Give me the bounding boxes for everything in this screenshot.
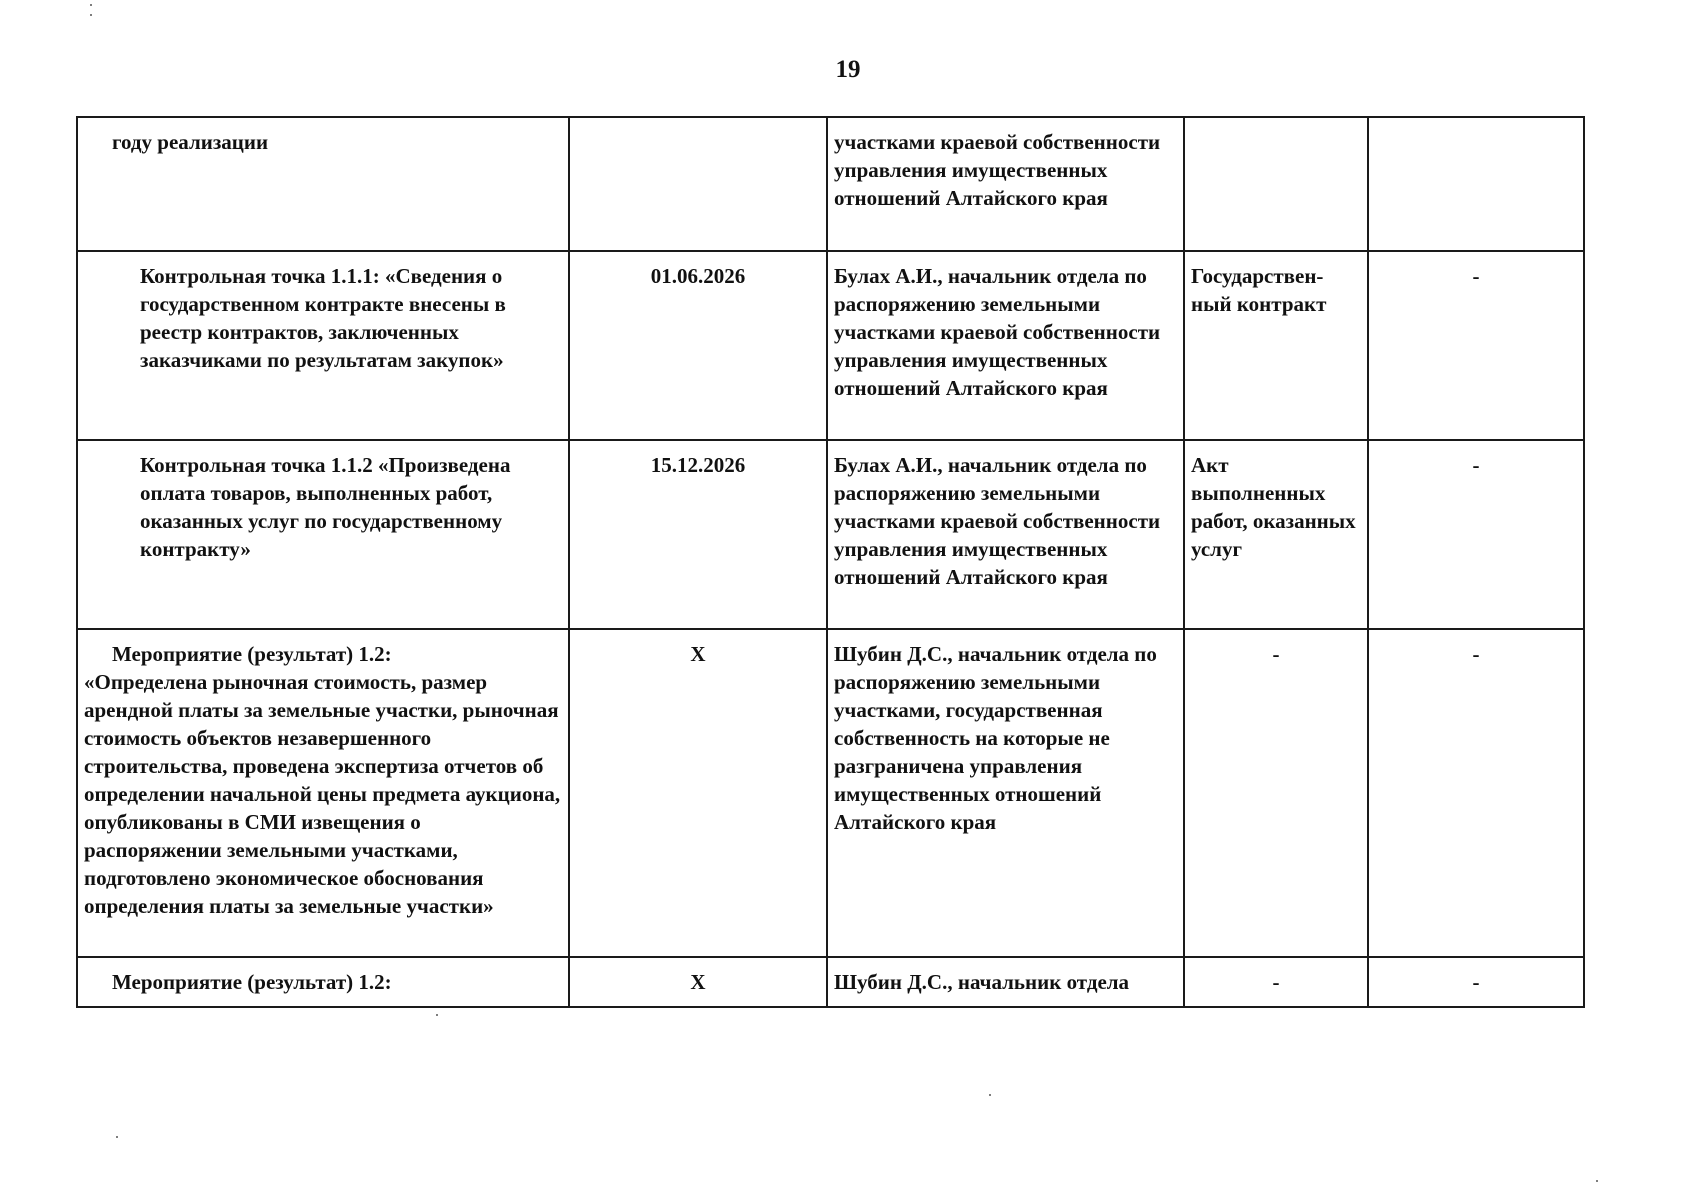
table-row: [77, 957, 1584, 1007]
responsible-cell: Булах А.И., начальник отдела по распоряжению земельными участками краевой собственности управления имущественных отношений Алтайского края: [827, 440, 1184, 629]
event-name-cell: [77, 629, 569, 957]
info-cell: -: [1368, 629, 1584, 957]
document-cell: -: [1184, 957, 1368, 1007]
page-number: 19: [835, 56, 861, 83]
deadline-cell: X: [569, 957, 827, 1007]
scan-speck: [90, 14, 92, 16]
deadline-cell: X: [569, 629, 827, 957]
document-cell: [1184, 117, 1368, 251]
deadline-cell: [569, 117, 827, 251]
info-cell: -: [1368, 251, 1584, 440]
document-cell: Государствен-ный контракт: [1184, 251, 1368, 440]
info-cell: -: [1368, 957, 1584, 1007]
scan-speck: [116, 1136, 118, 1138]
deadline-cell: 01.06.2026: [569, 251, 827, 440]
responsible-cell: участками краевой собственности управления имущественных отношений Алтайского края: [827, 117, 1184, 251]
event-name-cell: году реализации: [77, 117, 569, 251]
scan-speck: [90, 4, 92, 6]
document-cell: -: [1184, 629, 1368, 957]
table-row: [77, 117, 1584, 251]
info-cell: -: [1368, 440, 1584, 629]
responsible-cell: Шубин Д.С., начальник отдела по распоряжению земельными участками, государственная собственность на которые не разграничена управления имущественных отношений Алтайского края: [827, 629, 1184, 957]
deadline-cell: 15.12.2026: [569, 440, 827, 629]
info-cell: [1368, 117, 1584, 251]
schedule-table: [76, 116, 1585, 1008]
document-cell: Акт выполненных работ, оказанных услуг: [1184, 440, 1368, 629]
scan-speck: [436, 1014, 438, 1016]
table-row: [77, 440, 1584, 629]
table-row: [77, 629, 1584, 957]
event-name-cell: Мероприятие (результат) 1.2:: [77, 957, 569, 1007]
table-row: [77, 251, 1584, 440]
event-description: «Определена рыночная стоимость, размер арендной платы за земельные участки, рыночная стоимость объектов незавершенного строительства, проведена экспертиза отчетов об определении начальной цены предмета аукциона, опубликованы в СМИ извещения о распоряжении земельными участками, подготовлено экономическое обоснования определения платы за земельные участки»: [84, 670, 561, 918]
scan-speck: [989, 1094, 991, 1096]
event-title: Мероприятие (результат) 1.2:: [112, 642, 392, 666]
responsible-cell: Булах А.И., начальник отдела по распоряжению земельными участками краевой собственности управления имущественных отношений Алтайского края: [827, 251, 1184, 440]
event-name-cell: Контрольная точка 1.1.2 «Произведена оплата товаров, выполненных работ, оказанных услуг по государственному контракту»: [77, 440, 569, 629]
event-name-cell: Контрольная точка 1.1.1: «Сведения о государственном контракте внесены в реестр контрактов, заключенных заказчиками по результатам закупок»: [77, 251, 569, 440]
responsible-cell: Шубин Д.С., начальник отдела: [827, 957, 1184, 1007]
scan-speck: [1596, 1180, 1598, 1182]
